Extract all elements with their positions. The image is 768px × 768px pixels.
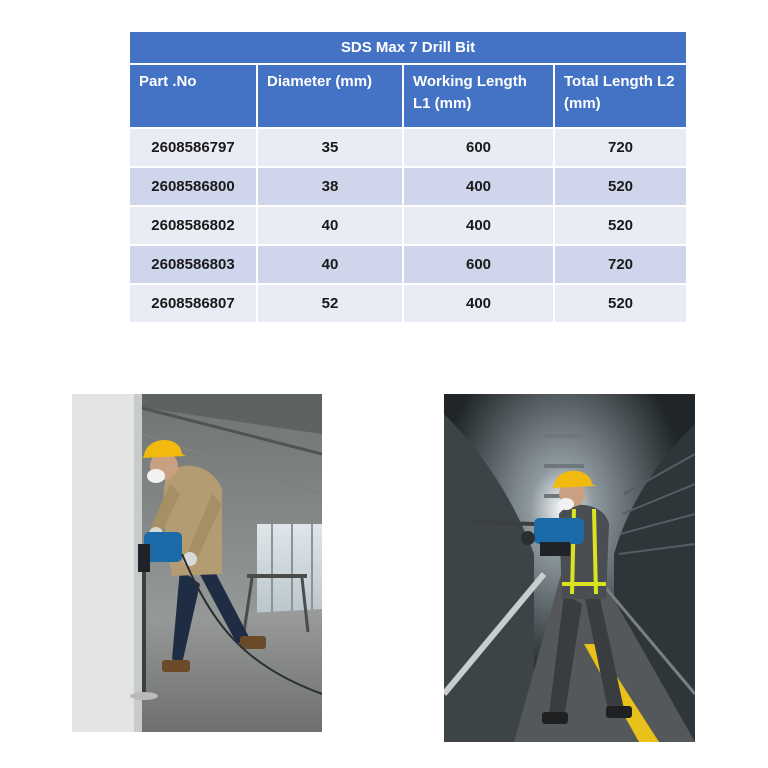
header-diameter: Diameter (mm) xyxy=(258,65,404,129)
cell-part-no: 2608586802 xyxy=(130,207,258,246)
photo-worker-tunnel-illustration xyxy=(444,394,695,742)
table-row xyxy=(130,285,686,324)
cell-working-length: 400 xyxy=(404,285,555,324)
cell-part-no: 2608586797 xyxy=(130,129,258,168)
cell-total-length: 520 xyxy=(555,207,686,246)
header-working-length: Working Length L1 (mm) xyxy=(404,65,555,129)
table-row xyxy=(130,246,686,285)
table-row xyxy=(130,168,686,207)
table-title: SDS Max 7 Drill Bit xyxy=(130,32,686,65)
cell-diameter: 40 xyxy=(258,207,404,246)
cell-total-length: 720 xyxy=(555,129,686,168)
table-row xyxy=(130,207,686,246)
cell-working-length: 600 xyxy=(404,246,555,285)
header-total-length: Total Length L2 (mm) xyxy=(555,65,686,129)
table-row xyxy=(130,129,686,168)
cell-total-length: 720 xyxy=(555,246,686,285)
cell-total-length: 520 xyxy=(555,168,686,207)
cell-part-no: 2608586800 xyxy=(130,168,258,207)
cell-diameter: 40 xyxy=(258,246,404,285)
cell-total-length: 520 xyxy=(555,285,686,324)
cell-part-no: 2608586803 xyxy=(130,246,258,285)
header-part-no: Part .No xyxy=(130,65,258,129)
cell-working-length: 600 xyxy=(404,129,555,168)
cell-diameter: 35 xyxy=(258,129,404,168)
cell-part-no: 2608586807 xyxy=(130,285,258,324)
drill-bit-spec-table xyxy=(130,32,686,324)
photo-worker-drilling-floor xyxy=(72,394,322,732)
cell-diameter: 38 xyxy=(258,168,404,207)
photo-worker-tunnel xyxy=(444,394,695,742)
cell-working-length: 400 xyxy=(404,207,555,246)
photo-worker-drilling-floor-illustration xyxy=(72,394,322,732)
cell-working-length: 400 xyxy=(404,168,555,207)
cell-diameter: 52 xyxy=(258,285,404,324)
